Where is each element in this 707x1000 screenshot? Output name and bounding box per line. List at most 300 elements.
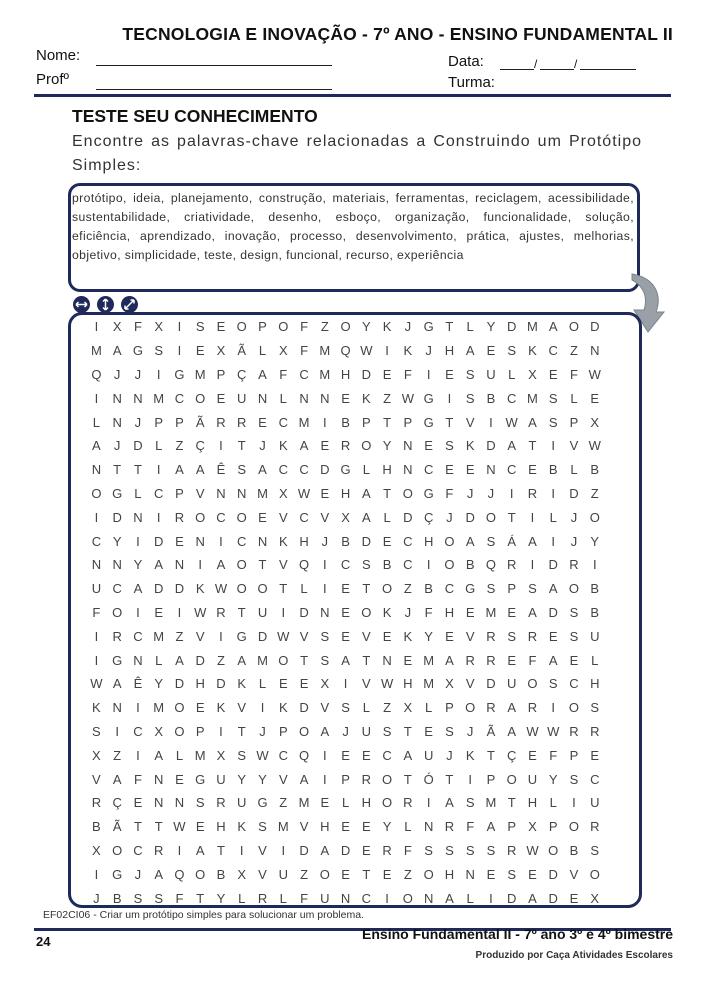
grid-letter[interactable]: T: [237, 723, 246, 739]
grid-letter[interactable]: N: [174, 795, 185, 811]
grid-letter[interactable]: L: [466, 890, 474, 906]
grid-letter[interactable]: U: [237, 390, 247, 406]
grid-letter[interactable]: Z: [300, 866, 309, 882]
grid-letter[interactable]: F: [445, 485, 454, 501]
grid-letter[interactable]: D: [361, 533, 372, 549]
grid-letter[interactable]: E: [362, 842, 371, 858]
grid-letter[interactable]: N: [299, 390, 309, 406]
grid-letter[interactable]: P: [195, 723, 205, 739]
grid-letter[interactable]: V: [299, 628, 309, 644]
grid-letter[interactable]: H: [216, 819, 226, 835]
grid-letter[interactable]: T: [445, 771, 454, 787]
grid-letter[interactable]: S: [320, 652, 330, 668]
grid-letter[interactable]: X: [154, 723, 164, 739]
grid-letter[interactable]: G: [132, 343, 143, 359]
grid-letter[interactable]: X: [445, 676, 454, 692]
grid-letter[interactable]: I: [198, 557, 203, 573]
grid-letter[interactable]: Y: [112, 533, 122, 549]
grid-letter[interactable]: E: [590, 390, 600, 406]
grid-letter[interactable]: Z: [217, 652, 225, 668]
grid-letter[interactable]: C: [548, 343, 558, 359]
grid-letter[interactable]: A: [320, 723, 330, 739]
grid-letter[interactable]: I: [156, 462, 161, 478]
grid-letter[interactable]: A: [528, 890, 537, 906]
grid-letter[interactable]: P: [403, 414, 413, 430]
grid-letter[interactable]: V: [278, 771, 288, 787]
grid-letter[interactable]: L: [362, 462, 370, 478]
grid-letter[interactable]: I: [322, 747, 327, 763]
grid-letter[interactable]: B: [486, 390, 496, 406]
grid-letter[interactable]: N: [257, 390, 268, 406]
grid-letter[interactable]: I: [509, 485, 514, 501]
grid-letter[interactable]: I: [136, 533, 140, 549]
grid-letter[interactable]: C: [174, 390, 185, 406]
grid-letter[interactable]: O: [236, 509, 247, 525]
grid-letter[interactable]: E: [528, 747, 537, 763]
grid-letter[interactable]: L: [155, 652, 163, 668]
grid-letter[interactable]: A: [341, 652, 350, 668]
grid-letter[interactable]: E: [175, 771, 184, 787]
grid-letter[interactable]: P: [278, 723, 288, 739]
grid-letter[interactable]: N: [133, 390, 143, 406]
grid-letter[interactable]: R: [486, 652, 496, 668]
grid-letter[interactable]: R: [237, 414, 247, 430]
grid-letter[interactable]: N: [133, 652, 143, 668]
grid-letter[interactable]: J: [404, 604, 412, 620]
grid-letter[interactable]: B: [382, 557, 392, 573]
grid-letter[interactable]: I: [94, 866, 99, 882]
grid-letter[interactable]: I: [468, 771, 472, 787]
grid-letter[interactable]: G: [112, 485, 123, 501]
grid-letter[interactable]: H: [340, 366, 351, 382]
grid-letter[interactable]: V: [92, 771, 101, 787]
grid-letter[interactable]: O: [382, 581, 393, 597]
grid-letter[interactable]: A: [112, 771, 122, 787]
grid-letter[interactable]: I: [385, 343, 389, 359]
grid-letter[interactable]: M: [153, 700, 165, 716]
grid-letter[interactable]: D: [257, 628, 268, 644]
grid-letter[interactable]: L: [279, 390, 287, 406]
grid-letter[interactable]: W: [401, 390, 414, 406]
grid-letter[interactable]: A: [445, 795, 454, 811]
grid-letter[interactable]: X: [112, 319, 122, 335]
grid-letter[interactable]: L: [341, 795, 350, 811]
grid-letter[interactable]: S: [486, 533, 496, 549]
grid-letter[interactable]: L: [466, 319, 474, 335]
grid-letter[interactable]: P: [175, 414, 184, 430]
grid-letter[interactable]: J: [321, 533, 329, 549]
grid-letter[interactable]: P: [362, 414, 371, 430]
grid-letter[interactable]: M: [298, 414, 310, 430]
grid-letter[interactable]: C: [403, 557, 413, 573]
grid-letter[interactable]: T: [196, 890, 205, 906]
grid-letter[interactable]: T: [507, 509, 516, 525]
grid-letter[interactable]: E: [299, 676, 309, 692]
grid-letter[interactable]: N: [174, 557, 185, 573]
grid-letter[interactable]: S: [569, 628, 579, 644]
grid-letter[interactable]: T: [133, 819, 142, 835]
grid-letter[interactable]: F: [175, 890, 184, 906]
grid-letter[interactable]: V: [465, 676, 475, 692]
grid-letter[interactable]: A: [112, 676, 122, 692]
grid-letter[interactable]: B: [424, 581, 433, 597]
grid-letter[interactable]: E: [445, 462, 454, 478]
grid-letter[interactable]: T: [507, 795, 516, 811]
grid-letter[interactable]: N: [257, 533, 268, 549]
grid-letter[interactable]: E: [445, 366, 454, 382]
grid-letter[interactable]: T: [486, 747, 495, 763]
grid-letter[interactable]: T: [362, 652, 371, 668]
grid-letter[interactable]: A: [403, 747, 413, 763]
grid-letter[interactable]: T: [403, 771, 412, 787]
grid-letter[interactable]: C: [590, 771, 600, 787]
grid-letter[interactable]: C: [507, 462, 517, 478]
grid-letter[interactable]: R: [403, 795, 413, 811]
grid-letter[interactable]: L: [279, 890, 287, 906]
grid-letter[interactable]: E: [424, 438, 433, 454]
grid-letter[interactable]: E: [424, 723, 433, 739]
grid-letter[interactable]: J: [259, 438, 266, 454]
grid-letter[interactable]: M: [257, 652, 268, 668]
grid-letter[interactable]: J: [570, 533, 578, 549]
grid-letter[interactable]: J: [93, 890, 100, 906]
grid-letter[interactable]: I: [322, 581, 327, 597]
grid-letter[interactable]: D: [340, 842, 351, 858]
grid-letter[interactable]: I: [551, 700, 556, 716]
grid-letter[interactable]: L: [591, 652, 599, 668]
grid-letter[interactable]: F: [300, 890, 309, 906]
grid-letter[interactable]: Y: [424, 628, 433, 644]
grid-letter[interactable]: O: [589, 866, 600, 882]
grid-letter[interactable]: E: [382, 866, 392, 882]
grid-letter[interactable]: P: [445, 700, 454, 716]
grid-letter[interactable]: Q: [298, 747, 310, 763]
grid-letter[interactable]: U: [320, 890, 330, 906]
grid-letter[interactable]: S: [237, 462, 247, 478]
grid-letter[interactable]: N: [320, 604, 330, 620]
grid-letter[interactable]: M: [485, 604, 497, 620]
grid-letter[interactable]: F: [424, 604, 433, 620]
grid-letter[interactable]: S: [382, 723, 392, 739]
grid-letter[interactable]: H: [423, 533, 434, 549]
grid-letter[interactable]: Y: [548, 771, 558, 787]
grid-letter[interactable]: D: [299, 842, 309, 858]
grid-letter[interactable]: I: [136, 604, 140, 620]
grid-letter[interactable]: E: [465, 604, 475, 620]
grid-letter[interactable]: O: [340, 319, 351, 335]
grid-letter[interactable]: I: [156, 366, 161, 382]
grid-letter[interactable]: A: [465, 533, 475, 549]
grid-letter[interactable]: G: [423, 485, 434, 501]
grid-letter[interactable]: I: [239, 842, 244, 858]
grid-letter[interactable]: W: [360, 343, 373, 359]
grid-letter[interactable]: S: [362, 557, 371, 573]
grid-letter[interactable]: L: [383, 509, 391, 525]
grid-letter[interactable]: L: [508, 366, 516, 382]
grid-letter[interactable]: E: [590, 747, 600, 763]
grid-letter[interactable]: V: [278, 557, 288, 573]
grid-letter[interactable]: Y: [382, 819, 392, 835]
grid-letter[interactable]: A: [445, 890, 454, 906]
grid-letter[interactable]: I: [343, 676, 348, 692]
grid-letter[interactable]: E: [258, 509, 267, 525]
grid-letter[interactable]: I: [219, 723, 223, 739]
grid-letter[interactable]: N: [486, 462, 496, 478]
grid-letter[interactable]: V: [362, 628, 371, 644]
grid-letter[interactable]: O: [568, 319, 580, 335]
grid-letter[interactable]: U: [237, 795, 247, 811]
grid-letter[interactable]: R: [507, 842, 517, 858]
grid-letter[interactable]: O: [257, 581, 268, 597]
grid-letter[interactable]: R: [174, 509, 185, 525]
grid-letter[interactable]: Á: [507, 533, 517, 549]
grid-letter[interactable]: I: [489, 890, 493, 906]
grid-letter[interactable]: O: [174, 723, 185, 739]
grid-letter[interactable]: E: [382, 533, 392, 549]
grid-letter[interactable]: Ç: [195, 438, 205, 454]
grid-letter[interactable]: U: [361, 723, 372, 739]
grid-letter[interactable]: K: [92, 700, 101, 716]
grid-letter[interactable]: Z: [320, 319, 329, 335]
grid-letter[interactable]: W: [588, 366, 601, 382]
grid-letter[interactable]: S: [320, 628, 330, 644]
grid-letter[interactable]: O: [485, 509, 496, 525]
grid-letter[interactable]: L: [258, 343, 267, 359]
grid-letter[interactable]: C: [278, 462, 288, 478]
grid-letter[interactable]: O: [568, 819, 580, 835]
grid-letter[interactable]: Ã: [112, 819, 122, 835]
grid-letter[interactable]: V: [362, 676, 371, 692]
grid-letter[interactable]: V: [465, 414, 475, 430]
grid-letter[interactable]: P: [258, 319, 267, 335]
grid-letter[interactable]: A: [195, 842, 205, 858]
grid-letter[interactable]: G: [423, 319, 434, 335]
grid-letter[interactable]: I: [94, 652, 99, 668]
grid-letter[interactable]: P: [548, 819, 558, 835]
grid-letter[interactable]: K: [403, 628, 413, 644]
grid-letter[interactable]: E: [133, 795, 143, 811]
grid-letter[interactable]: J: [113, 366, 121, 382]
grid-letter[interactable]: R: [257, 890, 268, 906]
grid-letter[interactable]: L: [549, 795, 557, 811]
grid-letter[interactable]: J: [134, 366, 142, 382]
name-field[interactable]: [96, 65, 332, 66]
grid-letter[interactable]: V: [258, 842, 267, 858]
grid-letter[interactable]: Z: [279, 795, 288, 811]
grid-letter[interactable]: N: [216, 485, 226, 501]
grid-letter[interactable]: R: [112, 628, 122, 644]
grid-letter[interactable]: E: [486, 866, 496, 882]
grid-letter[interactable]: R: [527, 628, 538, 644]
grid-letter[interactable]: F: [92, 604, 101, 620]
grid-letter[interactable]: H: [340, 485, 351, 501]
grid-letter[interactable]: O: [298, 723, 310, 739]
grid-letter[interactable]: D: [195, 652, 205, 668]
grid-letter[interactable]: N: [590, 343, 600, 359]
grid-letter[interactable]: E: [465, 462, 475, 478]
grid-letter[interactable]: Z: [113, 747, 122, 763]
grid-letter[interactable]: S: [486, 842, 496, 858]
grid-letter[interactable]: I: [530, 557, 535, 573]
grid-letter[interactable]: M: [527, 390, 538, 406]
grid-letter[interactable]: I: [426, 557, 431, 573]
grid-letter[interactable]: E: [320, 485, 330, 501]
grid-letter[interactable]: H: [527, 795, 538, 811]
grid-letter[interactable]: F: [549, 747, 558, 763]
grid-letter[interactable]: X: [528, 366, 537, 382]
grid-letter[interactable]: T: [300, 652, 309, 668]
grid-letter[interactable]: L: [570, 462, 578, 478]
grid-letter[interactable]: I: [219, 438, 223, 454]
grid-letter[interactable]: M: [319, 343, 331, 359]
grid-letter[interactable]: Y: [258, 771, 267, 787]
grid-letter[interactable]: K: [278, 700, 288, 716]
grid-letter[interactable]: C: [133, 842, 143, 858]
grid-letter[interactable]: E: [507, 604, 517, 620]
grid-letter[interactable]: F: [300, 319, 309, 335]
grid-letter[interactable]: A: [528, 533, 537, 549]
grid-letter[interactable]: D: [548, 604, 558, 620]
grid-letter[interactable]: U: [527, 771, 538, 787]
grid-letter[interactable]: N: [195, 533, 205, 549]
grid-letter[interactable]: O: [195, 390, 206, 406]
grid-letter[interactable]: I: [322, 771, 327, 787]
grid-letter[interactable]: T: [528, 438, 537, 454]
grid-letter[interactable]: I: [489, 414, 493, 430]
grid-letter[interactable]: V: [320, 700, 330, 716]
grid-letter[interactable]: S: [569, 771, 579, 787]
grid-letter[interactable]: I: [115, 723, 119, 739]
grid-letter[interactable]: A: [465, 343, 475, 359]
grid-letter[interactable]: O: [236, 557, 247, 573]
grid-letter[interactable]: U: [590, 795, 600, 811]
grid-letter[interactable]: N: [403, 438, 413, 454]
grid-letter[interactable]: O: [361, 604, 372, 620]
grid-letter[interactable]: T: [217, 842, 225, 858]
grid-letter[interactable]: M: [153, 628, 165, 644]
grid-letter[interactable]: S: [445, 723, 454, 739]
grid-letter[interactable]: M: [527, 319, 538, 335]
grid-letter[interactable]: O: [382, 771, 393, 787]
grid-letter[interactable]: C: [507, 390, 517, 406]
grid-letter[interactable]: H: [444, 866, 455, 882]
grid-letter[interactable]: Q: [340, 343, 351, 359]
grid-letter[interactable]: O: [402, 485, 413, 501]
grid-letter[interactable]: X: [403, 700, 413, 716]
grid-letter[interactable]: Y: [237, 771, 247, 787]
grid-letter[interactable]: I: [281, 604, 286, 620]
grid-letter[interactable]: D: [486, 438, 496, 454]
grid-letter[interactable]: S: [548, 390, 558, 406]
grid-letter[interactable]: I: [426, 795, 431, 811]
grid-letter[interactable]: Y: [133, 557, 143, 573]
grid-letter[interactable]: T: [445, 414, 454, 430]
grid-letter[interactable]: Z: [590, 485, 599, 501]
grid-letter[interactable]: F: [133, 319, 142, 335]
grid-letter[interactable]: S: [528, 581, 537, 597]
grid-letter[interactable]: A: [258, 366, 267, 382]
grid-letter[interactable]: V: [465, 628, 475, 644]
grid-letter[interactable]: A: [258, 462, 267, 478]
grid-letter[interactable]: I: [177, 319, 182, 335]
grid-letter[interactable]: R: [444, 819, 455, 835]
grid-letter[interactable]: I: [94, 628, 99, 644]
grid-letter[interactable]: L: [570, 390, 578, 406]
grid-letter[interactable]: B: [216, 866, 226, 882]
grid-letter[interactable]: E: [195, 819, 205, 835]
grid-letter[interactable]: B: [590, 581, 600, 597]
grid-letter[interactable]: O: [423, 866, 434, 882]
grid-letter[interactable]: F: [279, 366, 288, 382]
grid-letter[interactable]: S: [465, 366, 475, 382]
grid-letter[interactable]: S: [507, 628, 517, 644]
grid-letter[interactable]: M: [90, 343, 102, 359]
grid-letter[interactable]: O: [112, 604, 123, 620]
grid-letter[interactable]: C: [112, 581, 122, 597]
grid-letter[interactable]: I: [177, 604, 182, 620]
grid-letter[interactable]: L: [258, 676, 267, 692]
teacher-field[interactable]: [96, 89, 332, 90]
grid-letter[interactable]: E: [216, 390, 226, 406]
grid-letter[interactable]: M: [277, 819, 289, 835]
grid-letter[interactable]: O: [382, 795, 393, 811]
grid-letter[interactable]: O: [506, 771, 517, 787]
grid-letter[interactable]: U: [486, 366, 496, 382]
grid-letter[interactable]: V: [299, 819, 309, 835]
grid-letter[interactable]: T: [237, 604, 246, 620]
grid-letter[interactable]: R: [527, 485, 538, 501]
grid-letter[interactable]: E: [278, 676, 288, 692]
grid-letter[interactable]: S: [486, 581, 496, 597]
grid-letter[interactable]: A: [362, 509, 371, 525]
grid-letter[interactable]: U: [216, 771, 226, 787]
grid-letter[interactable]: T: [237, 438, 246, 454]
grid-letter[interactable]: O: [319, 866, 330, 882]
grid-letter[interactable]: W: [214, 581, 228, 597]
grid-letter[interactable]: T: [383, 485, 392, 501]
grid-letter[interactable]: H: [382, 462, 392, 478]
grid-letter[interactable]: R: [590, 723, 600, 739]
grid-letter[interactable]: L: [362, 700, 370, 716]
grid-letter[interactable]: Q: [174, 866, 185, 882]
grid-letter[interactable]: Ó: [423, 771, 434, 787]
grid-letter[interactable]: F: [570, 366, 578, 382]
grid-letter[interactable]: I: [551, 438, 556, 454]
grid-letter[interactable]: Y: [382, 438, 392, 454]
grid-letter[interactable]: C: [91, 533, 102, 549]
grid-letter[interactable]: H: [444, 604, 455, 620]
grid-letter[interactable]: A: [299, 438, 309, 454]
grid-letter[interactable]: N: [153, 771, 164, 787]
grid-letter[interactable]: G: [112, 652, 123, 668]
grid-letter[interactable]: E: [548, 366, 558, 382]
grid-letter[interactable]: M: [485, 795, 497, 811]
grid-letter[interactable]: X: [154, 319, 164, 335]
grid-letter[interactable]: I: [260, 700, 265, 716]
grid-letter[interactable]: C: [237, 533, 247, 549]
grid-letter[interactable]: I: [592, 557, 597, 573]
grid-letter[interactable]: R: [361, 771, 372, 787]
grid-letter[interactable]: G: [195, 771, 206, 787]
grid-letter[interactable]: Y: [590, 533, 600, 549]
grid-letter[interactable]: X: [237, 866, 247, 882]
grid-letter[interactable]: X: [341, 509, 350, 525]
grid-letter[interactable]: K: [382, 604, 392, 620]
grid-letter[interactable]: C: [382, 747, 392, 763]
grid-letter[interactable]: U: [257, 604, 268, 620]
grid-letter[interactable]: J: [342, 723, 349, 739]
grid-letter[interactable]: O: [444, 533, 455, 549]
